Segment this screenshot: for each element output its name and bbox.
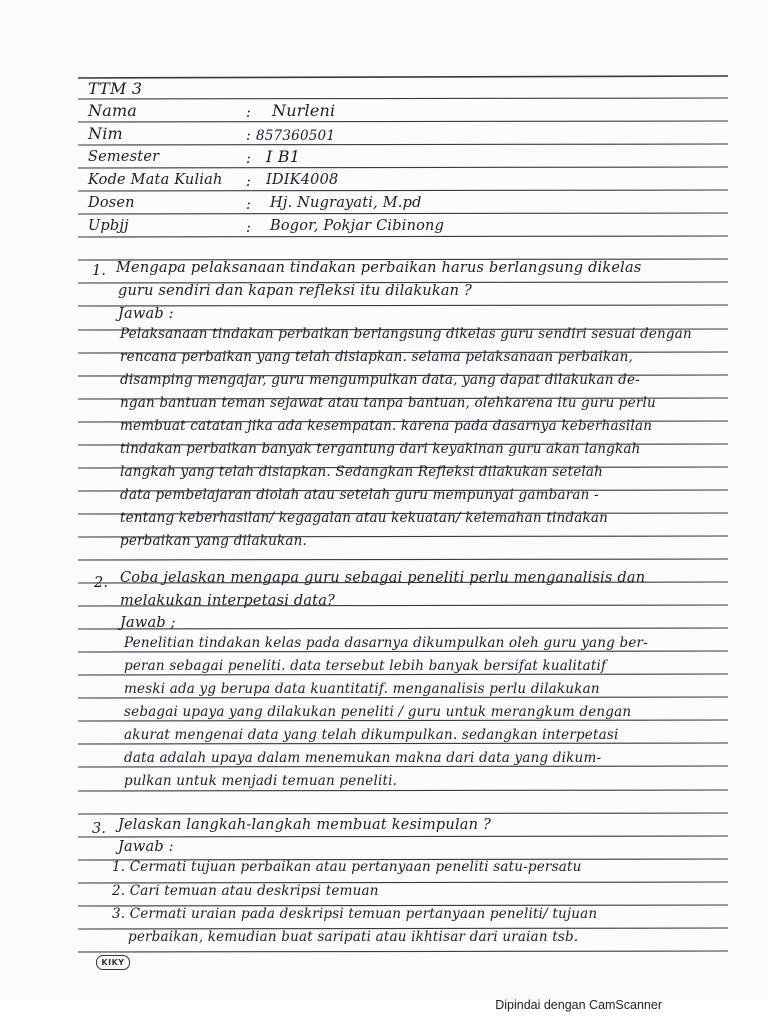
page-title: TTM 3	[88, 79, 143, 98]
answer-3-line: perbaikan, kemudian buat saripati atau ikhtisar dari uraian tsb.	[128, 929, 579, 945]
field-value-dosen: Hj. Nugrayati, M.pd	[270, 195, 422, 211]
question-2-line: melakukan interpetasi data?	[120, 593, 336, 609]
question-1-number: 1.	[92, 263, 107, 279]
answer-2-line: pulkan untuk menjadi temuan peneliti.	[124, 773, 398, 789]
answer-3-line: 2. Cari temuan atau deskripsi temuan	[112, 883, 379, 899]
answer-1-line: ngan bantuan teman sejawat atau tanpa bantuan, olehkarena itu guru perlu	[120, 395, 656, 411]
answer-2-line: Penelitian tindakan kelas pada dasarnya dikumpulkan oleh guru yang ber-	[124, 635, 648, 651]
ruled-line	[78, 559, 728, 560]
answer-1-line: langkah yang telah disiapkan. Sedangkan Refleksi dilakukan setelah	[120, 464, 604, 480]
field-label-kode-mata-kuliah: Kode Mata Kuliah	[88, 172, 223, 188]
scanner-watermark: Dipindai dengan CamScanner	[495, 998, 662, 1012]
question-2-line: Coba jelaskan mengapa guru sebagai peneliti perlu menganalisis dan	[120, 570, 646, 586]
answer-2-line: data adalah upaya dalam menemukan makna dari data yang dikum-	[124, 750, 602, 766]
ruled-line	[78, 121, 728, 122]
ruled-line-top	[78, 76, 728, 78]
ruled-line	[78, 236, 728, 237]
field-colon-kode: :	[246, 174, 252, 190]
field-colon-dosen: :	[246, 197, 252, 213]
question-3-number: 3.	[92, 821, 107, 837]
question-3-line: Jelaskan langkah-langkah membuat kesimpulan ?	[118, 817, 491, 833]
answer-2-line: akurat mengenai data yang telah dikumpulkan. sedangkan interpetasi	[124, 727, 619, 743]
ruled-line	[78, 790, 728, 791]
ruled-line	[78, 836, 728, 837]
answer-2-line: meski ada yg berupa data kuantitatif. menganalisis perlu dilakukan	[124, 681, 600, 697]
field-colon-upbjj: :	[246, 220, 252, 236]
answer-1-line: data pembelajaran diolah atau setelah guru mempunyai gambaran -	[120, 487, 599, 503]
ruled-line	[78, 144, 728, 145]
field-label-dosen: Dosen	[88, 195, 135, 211]
field-value-nama: Nurleni	[272, 101, 336, 120]
ruled-line	[78, 98, 728, 99]
answer-3-line: 3. Cermati uraian pada deskripsi temuan pertanyaan peneliti/ tujuan	[112, 906, 598, 922]
ruled-line	[78, 305, 728, 306]
ruled-line	[78, 951, 728, 952]
field-value-kode-mata-kuliah: IDIK4008	[266, 172, 339, 188]
answer-1-line: membuat catatan jika ada kesempatan. karena pada dasarnya keberhasilan	[120, 418, 653, 434]
ruled-line	[78, 813, 728, 814]
answer-2-line: peran sebagai peneliti. data tersebut lebih banyak bersifat kualitatif	[124, 658, 607, 674]
ruled-line	[78, 167, 728, 168]
answer-2-label: Jawab ;	[120, 615, 176, 631]
question-1-line: guru sendiri dan kapan refleksi itu dilakukan ?	[118, 283, 473, 299]
answer-1-line: Pelaksanaan tindakan perbaikan berlangsung dikelas guru sendiri sesuai dengan	[120, 326, 692, 342]
field-label-semester: Semester	[88, 149, 160, 165]
field-value-upbjj: Bogor, Pokjar Cibinong	[270, 218, 445, 234]
question-2-number: 2.	[94, 575, 109, 591]
ruled-line	[78, 190, 728, 191]
field-value-semester: I B1	[266, 147, 301, 166]
field-label-nim: Nim	[88, 124, 123, 143]
answer-1-line: rencana perbaikan yang telah disiapkan. selama pelaksanaan perbaikan,	[120, 349, 634, 365]
field-colon-nim: :	[246, 128, 252, 144]
question-1-line: Mengapa pelaksanaan tindakan perbaikan harus berlangsung dikelas	[116, 260, 642, 276]
answer-1-line: disamping mengajar, guru mengumpulkan data, yang dapat dilakukan de-	[120, 372, 640, 388]
answer-1-label: Jawab :	[118, 306, 174, 322]
answer-3-line: 1. Cermati tujuan perbaikan atau pertanyaan peneliti satu-persatu	[112, 859, 582, 875]
field-value-nim: 857360501	[256, 128, 336, 144]
field-colon-semester: :	[246, 151, 252, 167]
answer-1-line: perbaikan yang dilakukan.	[120, 533, 308, 549]
field-colon-nama: :	[246, 105, 252, 121]
field-label-nama: Nama	[88, 101, 138, 120]
paper-brand-logo: KIKY	[96, 955, 130, 970]
answer-3-label: Jawab :	[118, 839, 174, 855]
ruled-line	[78, 213, 728, 214]
answer-1-line: tentang keberhasilan/ kegagalan atau kekuatan/ kelemahan tindakan	[120, 510, 608, 526]
field-label-upbjj: Upbjj	[88, 218, 129, 234]
answer-1-line: tindakan perbaikan banyak tergantung dari keyakinan guru akan langkah	[120, 441, 641, 457]
answer-2-line: sebagai upaya yang dilakukan peneliti / guru untuk merangkum dengan	[124, 704, 632, 720]
